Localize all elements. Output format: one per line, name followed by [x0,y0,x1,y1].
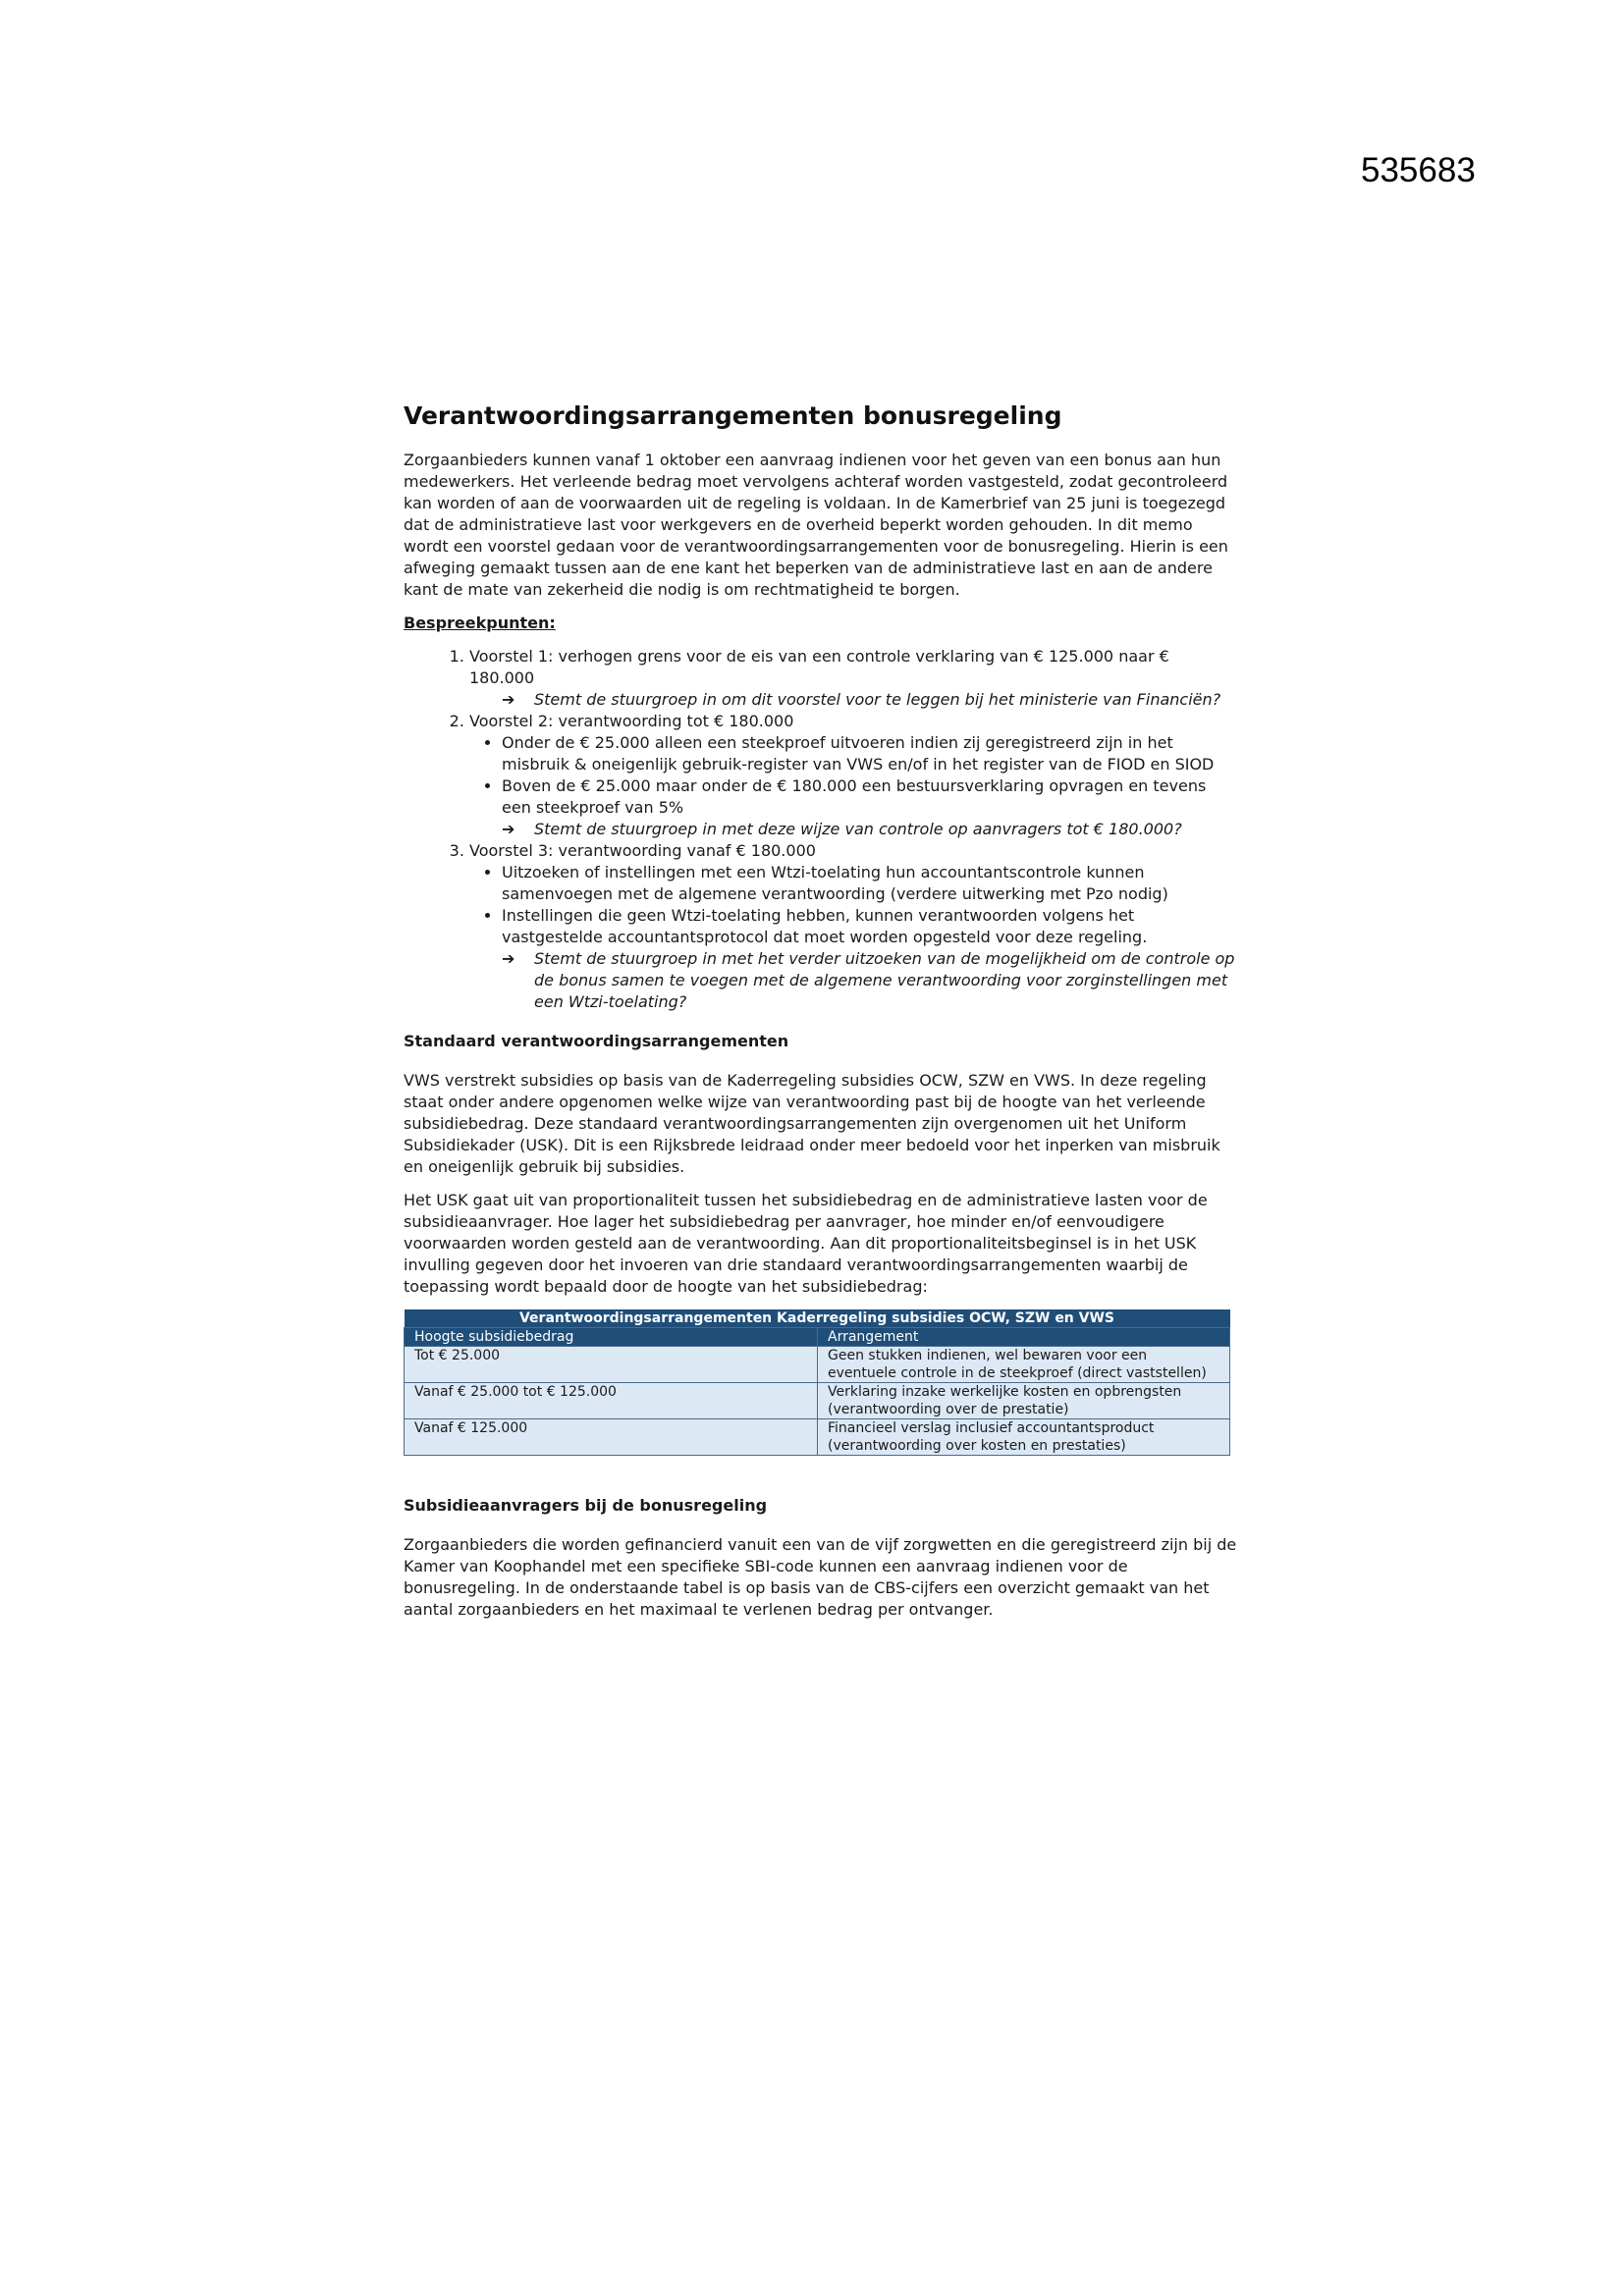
proposal-3 [469,840,1238,1013]
table-header-amount: Hoogte subsidiebedrag [405,1328,818,1347]
proposal-2-question: ➔ Stemt de stuurgroep in met deze wijze van controle op aanvragers tot € 180.000? [469,819,1238,840]
list-item: • Boven de € 25.000 maar onder de € 180.000 een bestuursverklaring opvragen en tevens een steekproef van 5% [502,775,1238,819]
proposal-list [404,646,1238,1013]
table-row [405,1419,1230,1456]
proposal-2 [469,711,1238,840]
page-title: Verantwoordingsarrangementen bonusregeling [404,401,1062,430]
proposal-2-bullets [469,732,1238,819]
list-item: • Uitzoeken of instellingen met een Wtzi-toelating hun accountantscontrole kunnen samenvoegen met de algemene verantwoording (verdere uitwerking met Pzo nodig) [502,862,1238,905]
table-header-arrangement: Arrangement [818,1328,1230,1347]
table-cell-amount: Vanaf € 125.000 [405,1419,818,1456]
bespreekpunten-heading: Bespreekpunten: [404,614,556,632]
proposal-1 [469,646,1238,711]
proposal-2-text: Voorstel 2: verantwoording tot € 180.000 [469,712,794,730]
table-cell-arrangement: Geen stukken indienen, wel bewaren voor een eventuele controle in de steekproef (direct vaststellen) [818,1347,1230,1383]
standaard-paragraph-2: Het USK gaat uit van proportionaliteit tussen het subsidiebedrag en de administratieve lasten voor de subsidieaanvrager. Hoe lager het subsidiebedrag per aanvrager, hoe minder en/of eenvoudigere voorwaarden worden gesteld aan de verantwoording. Aan dit proportionaliteitsbeginsel is in het USK invulling gegeven door het invoeren van drie standaard verantwoordingsarrangementen waarbij de toepassing wordt bepaald door de hoogte van het subsidiebedrag: [404,1191,1208,1296]
proposal-3-question: ➔ Stemt de stuurgroep in met het verder uitzoeken van de mogelijkheid om de controle op de bonus samen te voegen met de algemene verantwoording voor zorginstellingen met een Wtzi-toelating? [469,948,1238,1013]
table-cell-arrangement: Verklaring inzake werkelijke kosten en opbrengsten (verantwoording over de prestatie) [818,1383,1230,1419]
proposal-3-bullets [469,862,1238,948]
table-cell-arrangement: Financieel verslag inclusief accountantsproduct (verantwoording over kosten en prestaties) [818,1419,1230,1456]
aanvragers-paragraph: Zorgaanbieders die worden gefinancierd vanuit een van de vijf zorgwetten en die geregistreerd zijn bij de Kamer van Koophandel met een specifieke SBI-code kunnen een aanvraag indienen voor de bonusregeling. In de onderstaande tabel is op basis van de CBS-cijfers een overzicht gemaakt van het aantal zorgaanbieders en het maximaal te verlenen bedrag per ontvanger. [404,1535,1237,1619]
table-row [405,1383,1230,1419]
intro-paragraph: Zorgaanbieders kunnen vanaf 1 oktober een aanvraag indienen voor het geven van een bonus aan hun medewerkers. Het verleende bedrag moet vervolgens achteraf worden vastgesteld, zodat gecontroleerd kan worden of aan de voorwaarden uit de regeling is voldaan. In de Kamerbrief van 25 juni is toegezegd dat de administratieve last voor werkgevers en de overheid beperkt worden gehouden. In dit memo wordt een voorstel gedaan voor de verantwoordingsarrangementen voor de bonusregeling. Hierin is een afweging gemaakt tussen aan de ene kant het beperken van de administratieve last en aan de andere kant de mate van zekerheid die nodig is om rechtmatigheid te borgen. [404,451,1228,599]
table-row [405,1347,1230,1383]
standaard-paragraph-1: VWS verstrekt subsidies op basis van de Kaderregeling subsidies OCW, SZW en VWS. In deze regeling staat onder andere opgenomen welke wijze van verantwoording past bij de hoogte van het verleende subsidiebedrag. Deze standaard verantwoordingsarrangementen zijn overgenomen uit het Uniform Subsidiekader (USK). Dit is een Rijksbrede leidraad onder meer bedoeld voor het inperken van misbruik en oneigenlijk gebruik bij subsidies. [404,1071,1220,1176]
list-item: • Instellingen die geen Wtzi-toelating hebben, kunnen verantwoorden volgens het vastgestelde accountantsprotocol dat moet worden opgesteld voor deze regeling. [502,905,1238,948]
table-caption: Verantwoordingsarrangementen Kaderregeling subsidies OCW, SZW en VWS [405,1309,1230,1328]
proposal-1-question: ➔ Stemt de stuurgroep in om dit voorstel voor te leggen bij het ministerie van Financiën? [469,689,1238,711]
section-heading-aanvragers: Subsidieaanvragers bij de bonusregeling [404,1496,768,1515]
section-heading-standaard: Standaard verantwoordingsarrangementen [404,1032,789,1050]
proposal-3-text: Voorstel 3: verantwoording vanaf € 180.000 [469,841,816,860]
arrangement-table [404,1309,1230,1456]
table-cell-amount: Vanaf € 25.000 tot € 125.000 [405,1383,818,1419]
proposal-1-text: Voorstel 1: verhogen grens voor de eis van een controle verklaring van € 125.000 naar € 180.000 [469,647,1169,687]
list-item: • Onder de € 25.000 alleen een steekproef uitvoeren indien zij geregistreerd zijn in het misbruik & oneigenlijk gebruik-register van VWS en/of in het register van de FIOD en SIOD [502,732,1238,775]
document-number: 535683 [1361,151,1476,189]
table-cell-amount: Tot € 25.000 [405,1347,818,1383]
document-body [404,400,1238,1632]
